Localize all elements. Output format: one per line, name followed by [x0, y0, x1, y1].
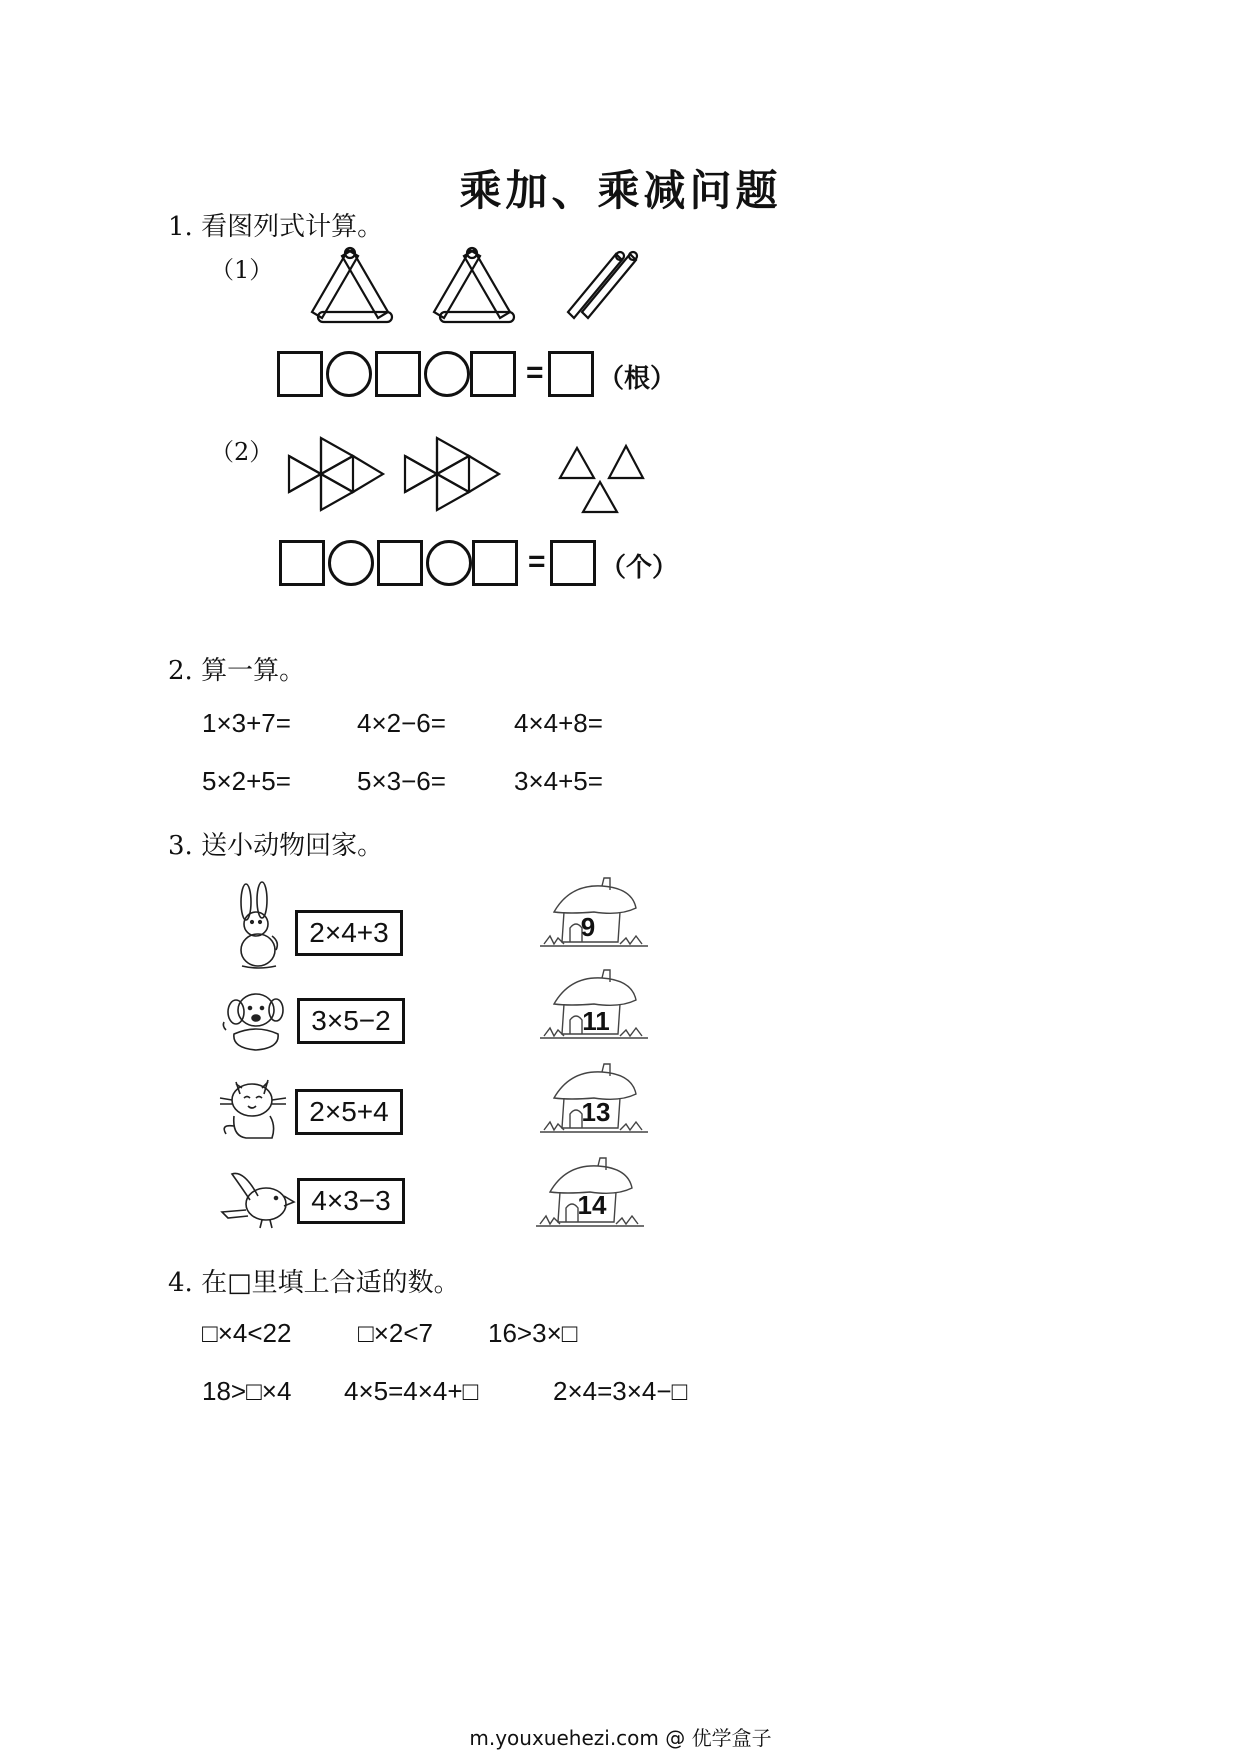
- triangle-group-2: [405, 438, 499, 510]
- q1-heading: 1. 看图列式计算。: [168, 212, 384, 242]
- triangle-figure: [285, 436, 655, 516]
- q3-heading: 3. 送小动物回家。: [168, 831, 384, 861]
- calc-expression: 5×2+5=: [202, 766, 291, 796]
- house-number[interactable]: 9: [580, 912, 596, 942]
- q4-heading: 4. 在□里填上合适的数。: [168, 1268, 460, 1298]
- answer-box[interactable]: [375, 351, 421, 397]
- answer-box[interactable]: [377, 540, 423, 586]
- equals-sign: =: [526, 356, 544, 389]
- result-box[interactable]: [550, 540, 596, 586]
- q1-part2-label: （2）: [210, 438, 274, 466]
- cat-icon: [216, 1072, 288, 1144]
- result-box[interactable]: [548, 351, 594, 397]
- house-number[interactable]: 14: [577, 1190, 607, 1220]
- animal-expression-card[interactable]: 2×5+4: [295, 1089, 403, 1135]
- footer-watermark: m.youxuehezi.com @ 优学盒子: [469, 1726, 772, 1750]
- operator-circle[interactable]: [328, 540, 374, 586]
- calc-expression: 4×2−6=: [357, 708, 446, 738]
- fill-blank-expression: 16>3×□: [488, 1318, 578, 1348]
- fill-blank-expression: □×2<7: [358, 1318, 433, 1348]
- loose-triangles: [560, 446, 643, 512]
- unit-label: （个）: [600, 553, 679, 583]
- fill-blank-expression: □×4<22: [202, 1318, 292, 1348]
- house-number[interactable]: 11: [582, 1006, 610, 1036]
- calc-expression: 1×3+7=: [202, 708, 291, 738]
- equals-sign: =: [528, 545, 546, 578]
- answer-box[interactable]: [470, 351, 516, 397]
- fill-blank-expression: 2×4=3×4−□: [553, 1376, 688, 1406]
- operator-circle[interactable]: [424, 351, 470, 397]
- rabbit-icon: [232, 880, 288, 970]
- calc-expression: 3×4+5=: [514, 766, 603, 796]
- answer-box[interactable]: [472, 540, 518, 586]
- animal-expression-card[interactable]: 2×4+3: [295, 910, 403, 956]
- triangle-group-1: [289, 438, 383, 510]
- house-number[interactable]: 13: [581, 1097, 611, 1127]
- q1-part1-label: （1）: [210, 256, 274, 284]
- fill-blank-expression: 4×5=4×4+□: [344, 1376, 479, 1406]
- stick-triangles-figure: [300, 240, 660, 330]
- bird-icon: [218, 1166, 298, 1230]
- unit-label: （根）: [598, 364, 677, 394]
- animal-expression-card[interactable]: 4×3−3: [297, 1178, 405, 1224]
- fill-blank-expression: 18>□×4: [202, 1376, 292, 1406]
- calc-expression: 5×3−6=: [357, 766, 446, 796]
- dog-icon: [220, 990, 292, 1054]
- calc-expression: 4×4+8=: [514, 708, 603, 738]
- page-title: 乘加、乘减问题: [459, 166, 782, 215]
- stick-triangle-1: [312, 248, 392, 322]
- operator-circle[interactable]: [326, 351, 372, 397]
- q2-heading: 2. 算一算。: [168, 656, 306, 686]
- stick-triangle-2: [434, 248, 514, 322]
- answer-box[interactable]: [279, 540, 325, 586]
- animal-expression-card[interactable]: 3×5−2: [297, 998, 405, 1044]
- answer-box[interactable]: [277, 351, 323, 397]
- loose-sticks: [568, 252, 637, 318]
- operator-circle[interactable]: [426, 540, 472, 586]
